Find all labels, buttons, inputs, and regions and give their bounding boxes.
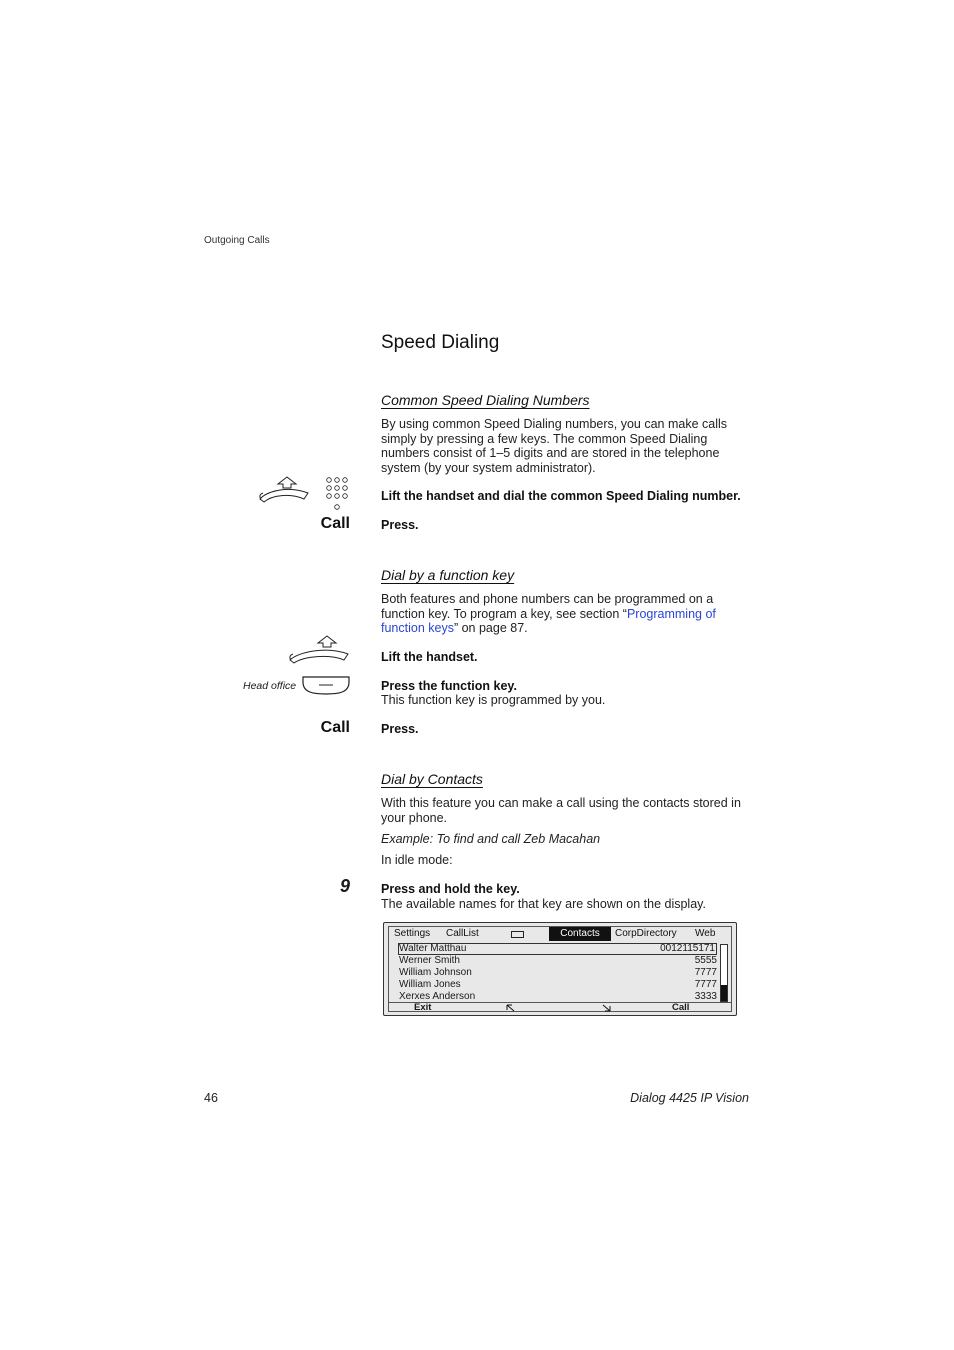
display-tab-bar: [389, 927, 731, 941]
running-header: Outgoing Calls: [204, 235, 270, 246]
programming-function-keys-link[interactable]: Programming of function keys: [381, 606, 716, 636]
tab-corpdirectory[interactable]: CorpDirectory: [615, 928, 677, 939]
softkey-bar: [389, 1002, 731, 1013]
handset-icon: [286, 634, 352, 666]
key-9-label: 9: [339, 876, 350, 896]
list-item[interactable]: Xerxes Anderson 3333: [399, 991, 717, 1002]
display-screen: [388, 926, 732, 1012]
list-item[interactable]: William Johnson 7777: [399, 967, 717, 978]
list-item[interactable]: Werner Smith 5555: [399, 955, 717, 966]
step-press-hold-key: Press and hold the key.: [381, 882, 520, 896]
step-press-2: Press.: [381, 722, 419, 736]
arrow-up-left-icon[interactable]: [506, 1004, 515, 1012]
tab-settings[interactable]: Settings: [394, 928, 431, 939]
function-key-icon[interactable]: [302, 674, 350, 696]
step-press-function-key: Press the function key.: [381, 679, 517, 693]
softkey-call[interactable]: Call: [672, 1002, 690, 1013]
function-key-label: Head office: [243, 680, 297, 692]
tab-contacts[interactable]: Contacts: [549, 927, 611, 941]
function-key-body: Both features and phone numbers can be programmed on a function key. To program a key, see section “Programming of function keys” on page 87.: [381, 592, 716, 636]
common-body: By using common Speed Dialing numbers, you can make calls simply by pressing a few keys. The common Speed Dialing numbers consist of 1–5 digits and are stored in the telephone system (by your system administrator).: [381, 417, 728, 475]
scrollbar-thumb[interactable]: [721, 985, 727, 1001]
heading-dial-by-contacts: Dial by Contacts: [381, 771, 483, 787]
handset-keypad-icon: [256, 475, 352, 513]
heading-dial-function-key: Dial by a function key: [381, 567, 515, 583]
tab-calllist[interactable]: CallList: [446, 928, 479, 939]
heading-common-speed-dialing: Common Speed Dialing Numbers: [381, 392, 590, 408]
softkey-exit[interactable]: Exit: [414, 1002, 432, 1013]
step-lift-handset: Lift the handset.: [381, 650, 478, 664]
phone-display: [383, 922, 737, 1016]
arrow-down-right-icon[interactable]: [602, 1004, 611, 1012]
page-number: 46: [204, 1091, 218, 1105]
page-title: Speed Dialing: [381, 332, 500, 353]
tab-web[interactable]: Web: [695, 928, 716, 939]
battery-icon: [511, 931, 524, 938]
list-item-selected[interactable]: Walter Matthau 0012115171: [399, 943, 715, 954]
function-key-note: This function key is programmed by you.: [381, 693, 606, 707]
idle-mode-text: In idle mode:: [381, 853, 453, 867]
display-scrollbar[interactable]: [720, 944, 728, 1002]
contacts-list: [389, 943, 719, 1003]
product-name: Dialog 4425 IP Vision: [630, 1091, 749, 1105]
contacts-example: Example: To find and call Zeb Macahan: [381, 832, 601, 846]
contacts-note: The available names for that key are shown on the display.: [381, 897, 706, 911]
step-press: Press.: [381, 518, 419, 532]
call-key-label-2: Call: [320, 719, 350, 736]
list-item[interactable]: William Jones 7777: [399, 979, 717, 990]
step-lift-and-dial: Lift the handset and dial the common Speed Dialing number.: [381, 489, 741, 503]
contacts-body: With this feature you can make a call using the contacts stored in your phone.: [381, 796, 741, 825]
call-key-label: Call: [320, 515, 350, 532]
